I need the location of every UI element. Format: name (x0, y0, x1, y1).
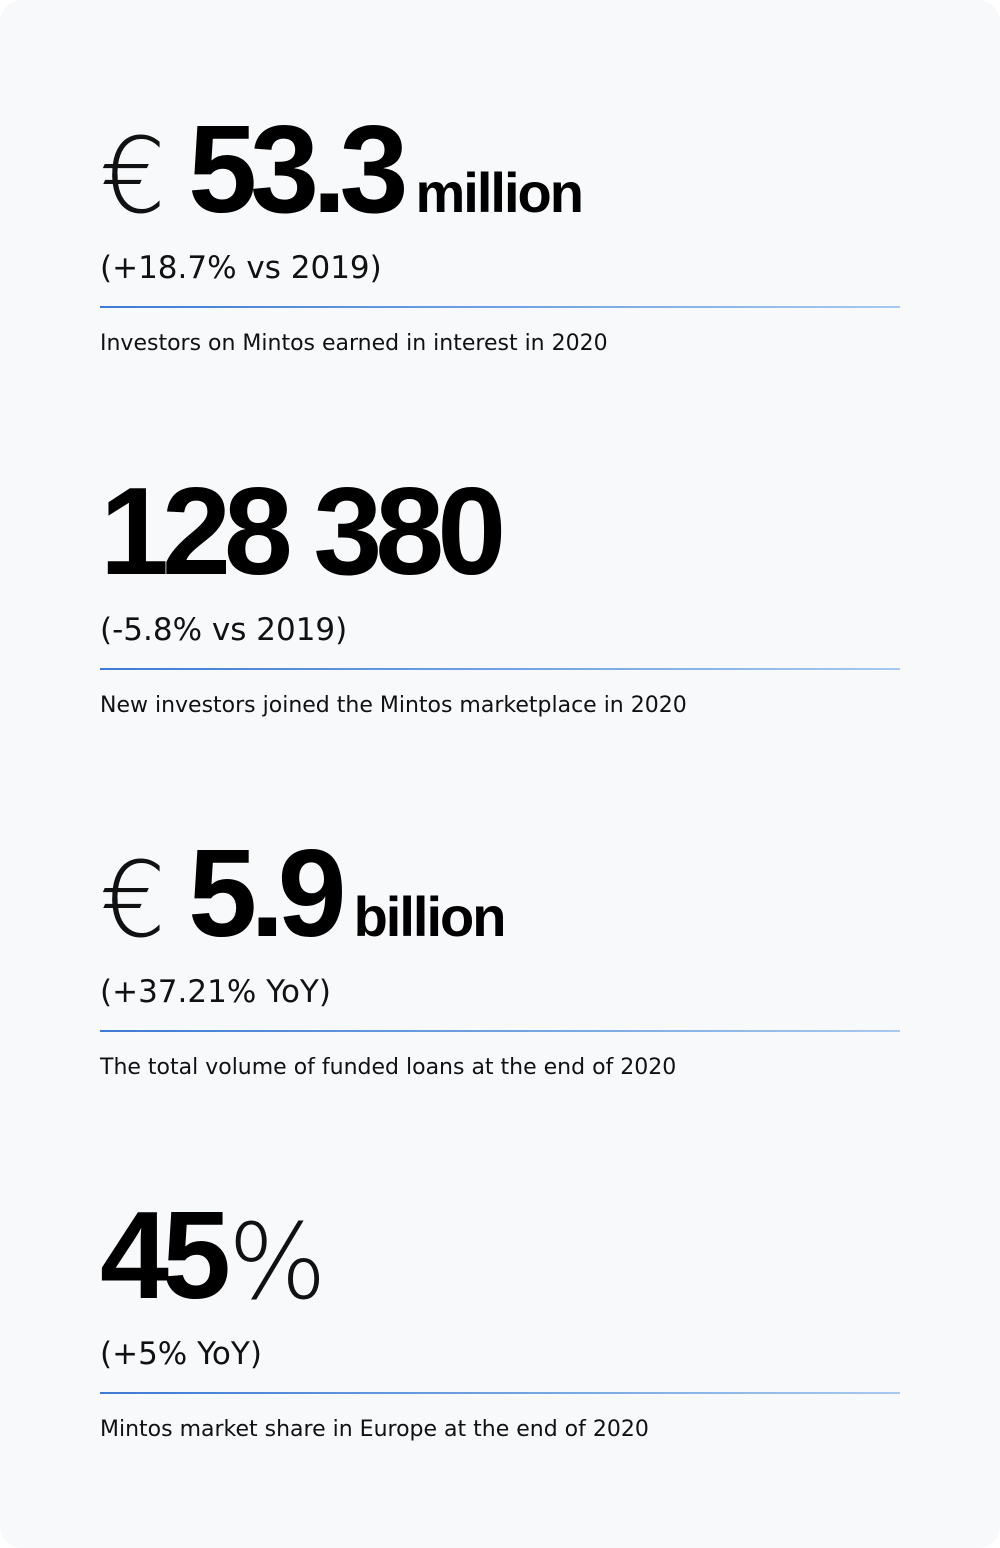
stat-value: 5.9 (188, 825, 340, 963)
stat-unit: billion (353, 885, 505, 948)
stat-interest-earned (100, 101, 900, 360)
percent-sign: % (227, 1201, 327, 1323)
stat-caption: New investors joined the Mintos marketplace in 2020 (100, 693, 687, 718)
stat-market-share (100, 1187, 900, 1446)
euro-sign: € (100, 115, 167, 237)
stat-unit: million (415, 161, 582, 224)
divider-line (100, 668, 900, 670)
stat-change: (-5.8% vs 2019) (100, 612, 348, 648)
divider-line (100, 1030, 900, 1032)
stat-headline (100, 101, 900, 239)
stat-change: (+37.21% YoY) (100, 974, 331, 1010)
stat-caption: The total volume of funded loans at the end of 2020 (100, 1055, 677, 1080)
stat-headline (100, 825, 900, 963)
divider-line (100, 1392, 900, 1394)
stat-caption: Mintos market share in Europe at the end of 2020 (100, 1417, 649, 1442)
stat-headline (100, 1187, 900, 1325)
stat-change: (+5% YoY) (100, 1336, 262, 1372)
stat-change: (+18.7% vs 2019) (100, 250, 382, 286)
stat-value: 128 380 (100, 463, 500, 601)
stat-caption: Investors on Mintos earned in interest in 2020 (100, 331, 608, 356)
divider-line (100, 306, 900, 308)
stat-headline (100, 463, 900, 601)
stat-value: 45 (100, 1187, 224, 1325)
stat-value: 53.3 (188, 101, 402, 239)
stat-new-investors (100, 463, 900, 722)
stat-funded-loans (100, 825, 900, 1084)
euro-sign: € (100, 839, 167, 961)
